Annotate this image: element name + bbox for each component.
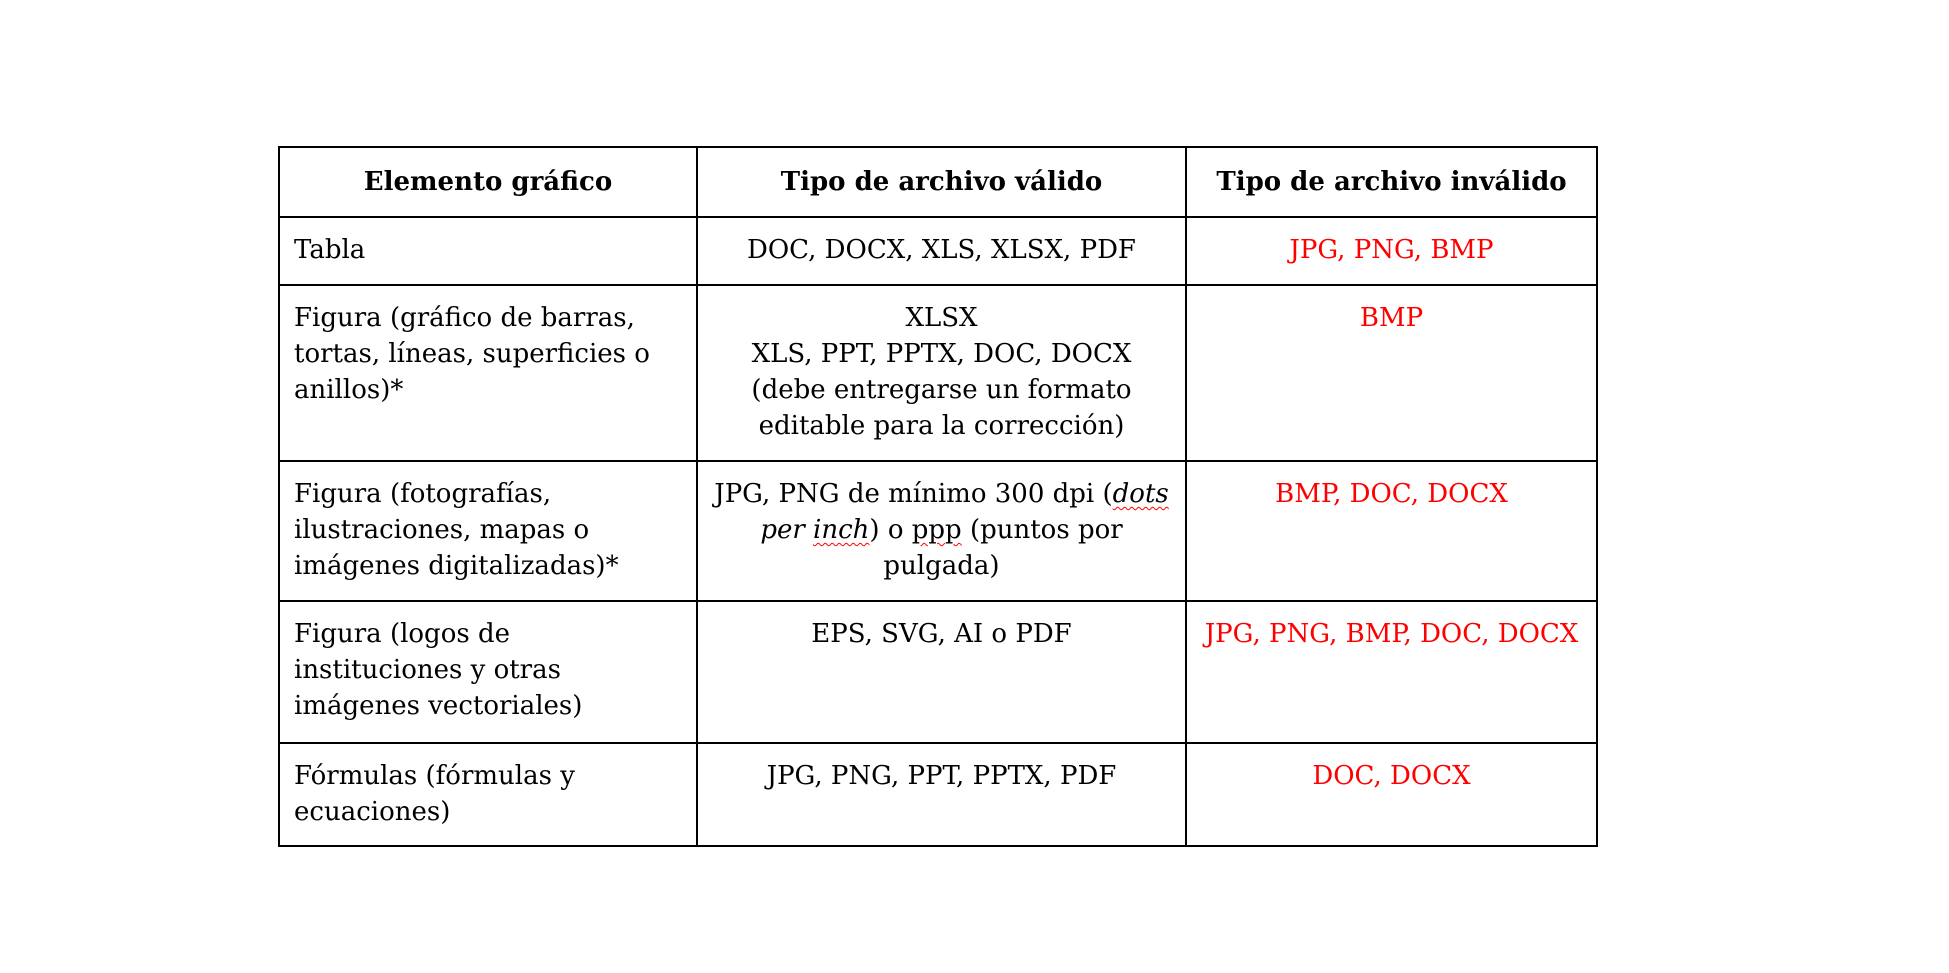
invalid-type-cell: JPG, PNG, BMP	[1186, 217, 1597, 285]
valid-text-suffix: (puntos por pulgada)	[883, 515, 1123, 581]
valid-text-middle: ) o	[869, 515, 912, 545]
valid-type-cell: JPG, PNG, PPT, PPTX, PDF	[697, 743, 1186, 846]
invalid-type-cell: BMP, DOC, DOCX	[1186, 461, 1597, 601]
term-ppp: ppp	[911, 515, 962, 545]
invalid-type-cell: BMP	[1186, 285, 1597, 461]
element-cell: Fórmulas (fórmulas y ecuaciones)	[279, 743, 697, 846]
valid-type-cell	[697, 461, 1186, 601]
invalid-type-cell: JPG, PNG, BMP, DOC, DOCX	[1186, 601, 1597, 743]
valid-type-secondary: XLS, PPT, PPTX, DOC, DOCX (debe entregarse un formato editable para la corrección)	[751, 339, 1132, 441]
valid-type-cell: EPS, SVG, AI o PDF	[697, 601, 1186, 743]
valid-type-cell: DOC, DOCX, XLS, XLSX, PDF	[697, 217, 1186, 285]
table-row	[279, 217, 1597, 285]
valid-type-primary: XLSX	[905, 303, 978, 333]
element-cell: Figura (fotografías, ilustraciones, mapas o imágenes digitalizadas)*	[279, 461, 697, 601]
element-cell: Figura (logos de instituciones y otras imágenes vectoriales)	[279, 601, 697, 743]
header-valid-type: Tipo de archivo válido	[697, 147, 1186, 217]
valid-type-cell	[697, 285, 1186, 461]
element-cell: Tabla	[279, 217, 697, 285]
italic-term-inch: inch	[813, 515, 870, 545]
table-row	[279, 461, 1597, 601]
valid-text-prefix: JPG, PNG de mínimo 300 dpi (	[714, 479, 1113, 509]
table-row	[279, 601, 1597, 743]
element-cell: Figura (gráfico de barras, tortas, líneas, superficies o anillos)*	[279, 285, 697, 461]
italic-term-dots: dots	[1112, 479, 1169, 509]
italic-term-per: per	[760, 515, 814, 545]
file-type-table	[278, 146, 1598, 847]
header-element: Elemento gráfico	[279, 147, 697, 217]
invalid-type-cell: DOC, DOCX	[1186, 743, 1597, 846]
header-invalid-type: Tipo de archivo inválido	[1186, 147, 1597, 217]
table-row	[279, 285, 1597, 461]
table-row	[279, 743, 1597, 846]
table-header-row	[279, 147, 1597, 217]
